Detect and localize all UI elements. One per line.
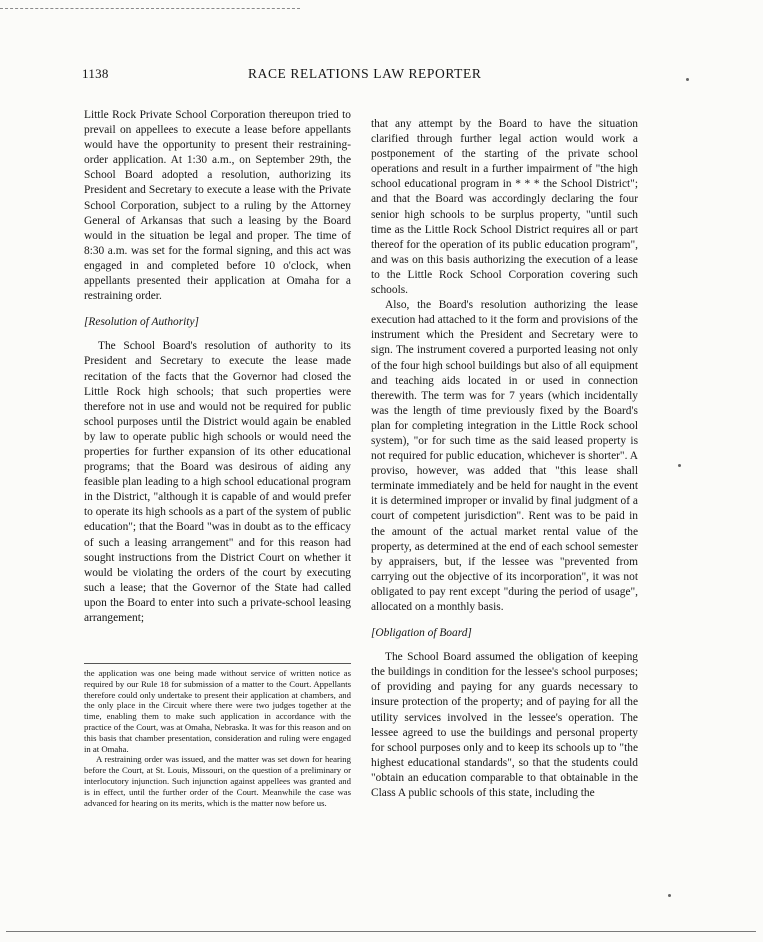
footnote-paragraph-2: A restraining order was issued, and the matter was set down for hearing before the Court, at St. Louis, Missouri, on the question of a preliminary or interlocutory injunction. Such injunction against appellees was granted and is in effect, until the further order of the Court. Meanwhile the case was advanced for hearing on its merits, which is the matter now before us. [84, 754, 351, 808]
footnote-paragraph-1: the application was one being made without service of written notice as required by our Rule 18 for submission of a matter to the Court. Appellants therefore could only undertake to present their application at chambers, and the only place in the Circuit where there were two judges together at the time, enabling them to make such application in accordance with the practice of the Court, was at Omaha, Nebraska. It was for this reason and on this basis that chamber presentation, consideration and ruling were engaged in at Omaha. [84, 668, 351, 754]
right-paragraph-2: Also, the Board's resolution authorizing the lease execution had attached to it the form and provisions of the instrument which the President and Secretary were to sign. The instrument covered a purported leasing not only of the four high school buildings but also of all equipment and teaching aids located in or used in connection therewith. The term was for 7 years (which incidentally was the length of time previously fixed by the Board's plan for completing integration in the Little Rock school system), "or for such time as the said leased property is not required for public education, whichever is shorter". A proviso, however, was added that "this lease shall terminate immediately and be held for naught in the event it is determined improper or invalid by final judgment of a court of competent jurisdiction". Rent was to be paid in the amount of the actual market rental value of the property, as determined at the end of each school semester by appraisers, but, if the lessee was "prevented from carrying out the objective of its incorporation", it was not obligated to pay rent except "during the period of usage", allocated on a monthly basis. [371, 299, 638, 613]
section-heading-resolution: [Resolution of Authority] [84, 316, 199, 329]
left-paragraph-1: Little Rock Private School Corporation thereupon tried to prevail on appellees to execute a lease before appellants would have the opportunity to present their restraining-order application. At 1:30 a.m., on September 29th, the School Board adopted a resolution, authorizing its President and Secretary to execute a lease with the Private School Corporation, subject to a ruling by the Attorney General of Arkansas that such a leasing by the Board would in the situation be legal and proper. The time of 8:30 a.m. was set for the formal signing, and this act was engaged in and completed before 10 o'clock, when appellants presented their application at Omaha for a restraining order. [84, 109, 351, 303]
section-heading-obligation: [Obligation of Board] [371, 627, 472, 640]
scan-speck [686, 78, 689, 81]
scan-speck [678, 464, 681, 467]
right-paragraph-1: that any attempt by the Board to have the situation clarified through further legal action would work a postponement of the starting of the private school operations and result in a further impairment of "the high school educational program in * * * the School District"; and that the Board was accordingly declaring the four senior high schools to be surplus property, "until such time as the Little Rock School District requires all or part thereof for the operation of its public education program", and was on this basis authorizing the execution of a lease to the Little Rock School Corporation covering such schools. [371, 118, 638, 297]
left-column [84, 108, 351, 626]
right-paragraph-3: The School Board assumed the obligation of keeping the buildings in condition for the lessee's school purposes; of providing and paying for any guards necessary to insure protection of the property; and of paying for all the utility services involved in the lessee's operation. The lessee agreed to use the buildings and personal property for school purposes only and to keep its schools up to "the highest educational standards", so that the students could "obtain an education comparable to that obtainable in the Class A public schools of this state, including the [371, 651, 638, 800]
footnotes [84, 668, 351, 808]
left-paragraph-2: The School Board's resolution of authority to its President and Secretary to execute the lease made recitation of the facts that the Governor had closed the Little Rock high schools; that such properties were therefore not in use and would not be required for public school purposes until the District would again be enabled by law to operate public high schools or would need the properties for further expansion of its other educational programs; that the Board was desirous of aiding any feasible plan leading to a high school educational program in the District, "although it is capable of and would prefer to operate its high schools as a part of the system of public education"; that the Board "was in doubt as to the efficacy of such a leasing arrangement" and for this reason had sought instructions from the District Court on whether it would be violating the orders of the court by executing such a lease; that the Governor of the State had called upon the Board to enter into such a private-school leasing arrangement; [84, 340, 351, 624]
scan-speck [668, 894, 671, 897]
page-number: 1138 [82, 66, 109, 81]
scan-top-border [0, 8, 300, 9]
scan-bottom-border [6, 931, 756, 932]
footnote-divider [84, 663, 351, 664]
running-head: RACE RELATIONS LAW REPORTER [248, 66, 482, 81]
right-column [371, 117, 638, 801]
